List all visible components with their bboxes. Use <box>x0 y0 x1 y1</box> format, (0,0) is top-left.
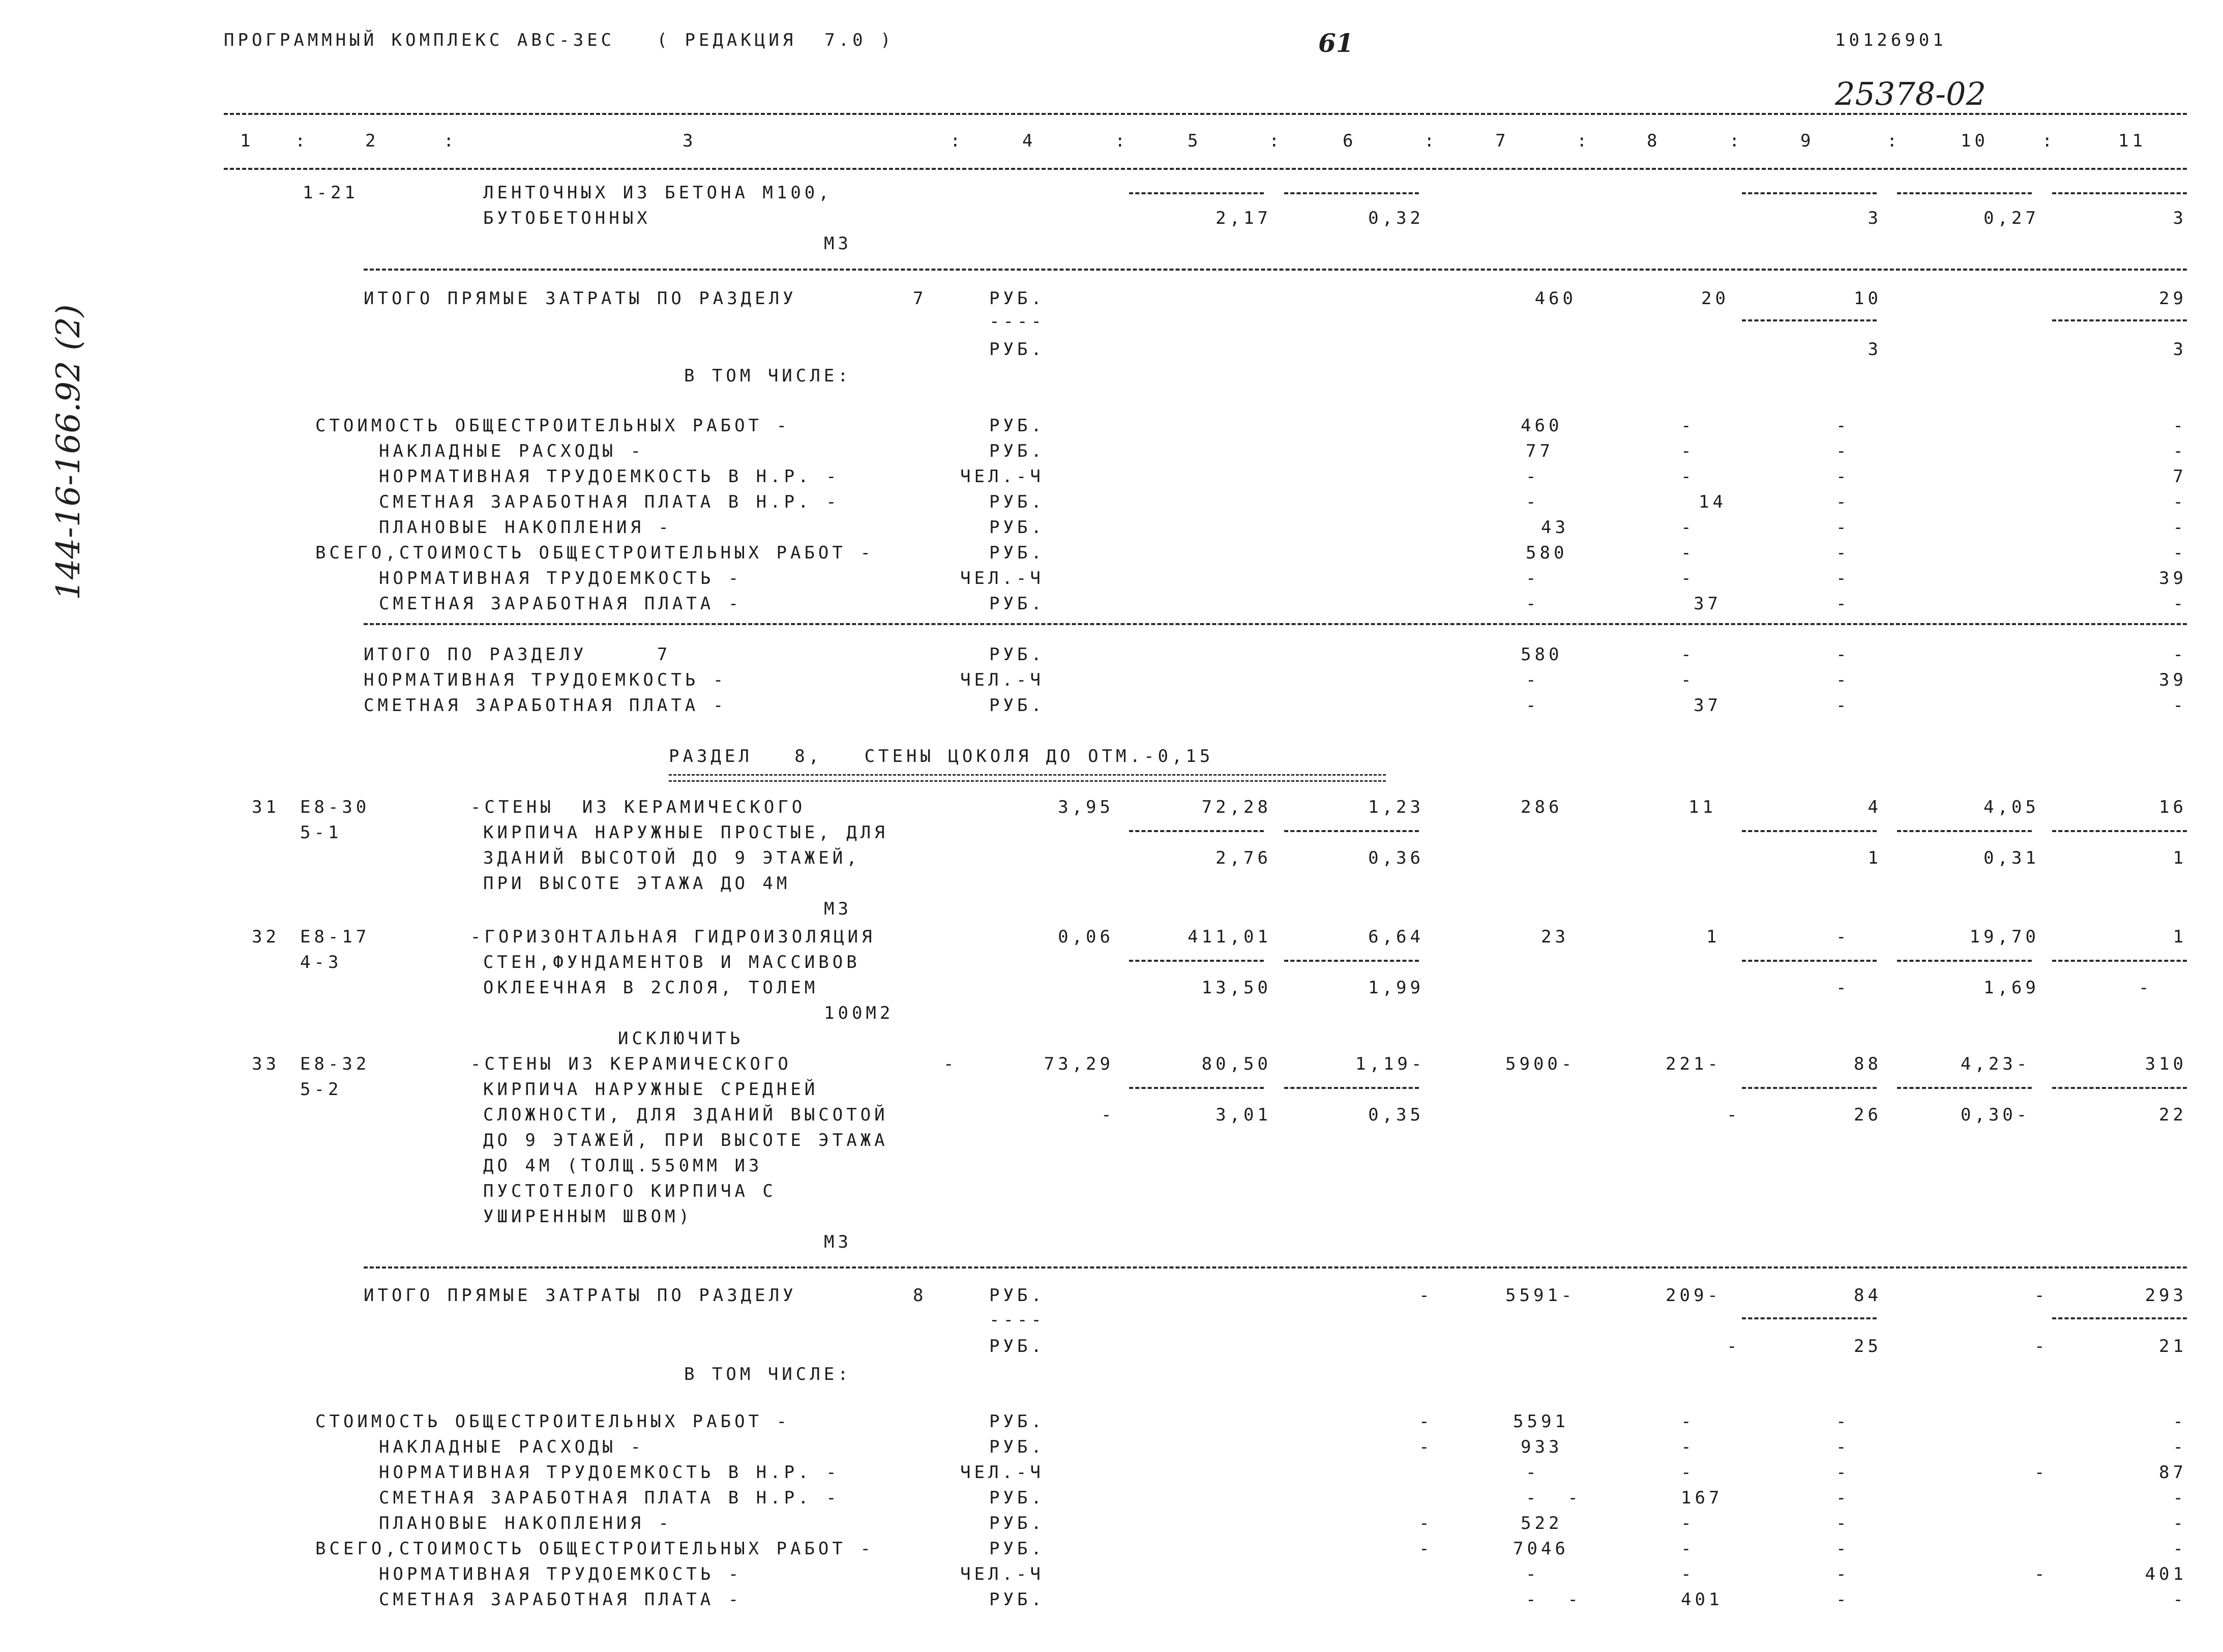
col-separator: : <box>950 131 964 151</box>
cell-c6: 1,99 <box>1368 978 1424 998</box>
cell-c11: 7 <box>2173 466 2187 487</box>
col-7: 7 <box>1495 131 1509 151</box>
col-separator: : <box>2042 131 2056 151</box>
cell-c9: - <box>1836 670 1850 690</box>
row-unit: РУБ. <box>989 416 1045 436</box>
section-rule <box>364 1266 2187 1268</box>
subtotal-rule <box>1284 960 1419 962</box>
cell-c7: - <box>1526 594 1540 614</box>
item-description: ЗДАНИЙ ВЫСОТОЙ ДО 9 ЭТАЖЕЙ, <box>483 848 861 868</box>
program-header: ПРОГРАММНЫЙ КОМПЛЕКС АВС-ЗЕС ( РЕДАКЦИЯ 7.0 ) <box>224 30 895 50</box>
unit: РУБ. <box>989 339 1045 360</box>
subtotal-rule <box>2052 830 2187 832</box>
cell-c9: 26 <box>1854 1105 1882 1125</box>
cell-c6: 0,35 <box>1368 1105 1424 1125</box>
unit-dashes: ---- <box>989 1310 1045 1330</box>
cell-c11: - <box>2173 1411 2187 1432</box>
row-unit: ЧЕЛ.-Ч <box>960 670 1044 690</box>
row-label: СМЕТНАЯ ЗАРАБОТНАЯ ПЛАТА В Н.Р. - <box>379 1488 840 1508</box>
cell-c8: 209- <box>1666 1285 1722 1306</box>
col-2: 2 <box>365 131 379 151</box>
exclude-label: ИСКЛЮЧИТЬ <box>618 1028 744 1049</box>
cell-c9: - <box>1836 1462 1850 1483</box>
cell-c5: 2,76 <box>1216 848 1271 868</box>
header-bottom-rule <box>224 168 2187 170</box>
cell-c7: - - <box>1526 1488 1582 1508</box>
cell-c11: - <box>2173 441 2187 461</box>
cell-c9: - <box>1836 1411 1850 1432</box>
subtotal-rule <box>1742 192 1877 194</box>
item-description: ЛЕНТОЧНЫХ ИЗ БЕТОНА М100, <box>483 183 833 203</box>
cell-c6: 6,64 <box>1368 927 1424 947</box>
row-label: НОРМАТИВНАЯ ТРУДОЕМКОСТЬ - <box>379 568 743 588</box>
item-description: ОКЛЕЕЧНАЯ В 2СЛОЯ, ТОЛЕМ <box>483 978 819 998</box>
cell-c4: - <box>1101 1105 1115 1125</box>
row-unit: РУБ. <box>989 644 1045 665</box>
direct-costs-label: ИТОГО ПРЯМЫЕ ЗАТРАТЫ ПО РАЗДЕЛУ <box>364 1285 797 1306</box>
cell-c11: 1 <box>2173 848 2187 868</box>
row-unit: РУБ. <box>989 441 1045 461</box>
col-separator: : <box>1887 131 1901 151</box>
cell-c11: - <box>2173 1539 2187 1559</box>
cell-c10: 4,23- <box>1961 1054 2031 1074</box>
cell-c9: - <box>1836 1589 1850 1610</box>
cell-c6: 1,19- <box>1355 1054 1426 1074</box>
row-unit: ЧЕЛ.-Ч <box>960 1462 1044 1483</box>
cell-c9: 84 <box>1854 1285 1882 1306</box>
item-number: 31 <box>252 797 280 817</box>
row-label: ВСЕГО,СТОИМОСТЬ ОБЩЕСТРОИТЕЛЬНЫХ РАБОТ - <box>315 543 874 563</box>
item-description: ДО 9 ЭТАЖЕЙ, ПРИ ВЫСОТЕ ЭТАЖА <box>483 1130 888 1150</box>
row-label: СМЕТНАЯ ЗАРАБОТНАЯ ПЛАТА - <box>364 695 727 716</box>
cell-c9: - <box>1836 927 1850 947</box>
subtotal-rule <box>2052 1317 2187 1319</box>
cell-c7: - <box>1526 492 1540 512</box>
cell-c10: - <box>2034 1462 2049 1483</box>
col-separator: : <box>443 131 458 151</box>
cell-c6: - <box>1419 1437 1433 1457</box>
cell-c8: - <box>1681 441 1695 461</box>
section-rule <box>364 269 2187 271</box>
page-number: 61 <box>1318 28 1354 58</box>
subtotal-rule <box>1284 830 1419 832</box>
cell-c8: 401 <box>1681 1589 1723 1610</box>
item-number: 33 <box>252 1054 280 1074</box>
cell-c10: 0,30- <box>1961 1105 2031 1125</box>
item-description: ПУСТОТЕЛОГО КИРПИЧА С <box>483 1181 777 1201</box>
row-unit: ЧЕЛ.-Ч <box>960 1564 1044 1584</box>
cell-c7: - <box>1526 1564 1540 1584</box>
item-description: СЛОЖНОСТИ, ДЛЯ ЗДАНИЙ ВЫСОТОЙ <box>483 1105 888 1125</box>
cell-c3-mark: - <box>943 1054 958 1074</box>
item-description: -СТЕНЫ ИЗ КЕРАМИЧЕСКОГО <box>470 797 806 817</box>
row-label: НАКЛАДНЫЕ РАСХОДЫ - <box>379 1437 644 1457</box>
cell-c7: 580 <box>1526 543 1568 563</box>
col-3: 3 <box>683 131 697 151</box>
col-separator: : <box>1269 131 1283 151</box>
cell-c11: - <box>2173 695 2187 716</box>
col-separator: : <box>1424 131 1438 151</box>
col-separator: : <box>1577 131 1591 151</box>
cell-c9: - <box>1836 492 1850 512</box>
cell-c9: - <box>1836 978 1850 998</box>
header-top-rule <box>224 113 2187 115</box>
cell-c5: 2,17 <box>1216 208 1271 228</box>
cell-c9: - <box>1836 1513 1850 1533</box>
cell-c7: 77 <box>1526 441 1554 461</box>
cell-c9: - <box>1836 1564 1850 1584</box>
subtotal-rule <box>1897 192 2032 194</box>
cell-c7: - <box>1526 1462 1540 1483</box>
section-rule <box>364 623 2187 625</box>
subtotal-rule <box>1897 830 2032 832</box>
item-description: -ГОРИЗОНТАЛЬНАЯ ГИДРОИЗОЛЯЦИЯ <box>470 927 876 947</box>
row-unit: РУБ. <box>989 695 1045 716</box>
cell-c7: 933 <box>1521 1437 1563 1457</box>
cell-c9: - <box>1836 517 1850 538</box>
subtotal-rule <box>1129 960 1264 962</box>
subtotal-rule <box>1742 1317 1877 1319</box>
cell-c11: 39 <box>2159 670 2187 690</box>
including-label: В ТОМ ЧИСЛЕ: <box>684 1364 852 1384</box>
cell-c6: - <box>1419 1285 1433 1306</box>
col-separator: : <box>295 131 309 151</box>
item-number: 32 <box>252 927 280 947</box>
document-code: 10126901 <box>1835 30 1947 50</box>
subtotal-rule <box>1897 1087 2032 1089</box>
cell-c8: - <box>1681 1411 1695 1432</box>
row-label: НОРМАТИВНАЯ ТРУДОЕМКОСТЬ В Н.Р. - <box>379 466 840 487</box>
col-10: 10 <box>1961 131 1989 151</box>
cell-c7: - <box>1526 695 1540 716</box>
item-code: Е8-17 <box>300 927 370 947</box>
cell-c8: - <box>1681 543 1695 563</box>
row-label: СТОИМОСТЬ ОБЩЕСТРОИТЕЛЬНЫХ РАБОТ - <box>315 1411 790 1432</box>
cell-c7: 286 <box>1521 797 1563 817</box>
cell-c8: 37 <box>1694 594 1722 614</box>
cell-c6: - <box>1419 1513 1433 1533</box>
cell-c7: 522 <box>1521 1513 1563 1533</box>
cell-c11: - <box>2173 1589 2187 1610</box>
item-code: 1-21 <box>303 183 359 203</box>
cell-c8: - <box>1681 670 1695 690</box>
item-description: ДО 4М (ТОЛЩ.550ММ ИЗ <box>483 1156 763 1176</box>
row-label: СМЕТНАЯ ЗАРАБОТНАЯ ПЛАТА - <box>379 1589 743 1610</box>
cell-c11: - <box>2173 1488 2187 1508</box>
cell-c8: 11 <box>1688 797 1716 817</box>
cell-c8: - <box>1681 517 1695 538</box>
item-description: -СТЕНЫ ИЗ КЕРАМИЧЕСКОГО <box>470 1054 792 1074</box>
handwritten-stamp: 25378-02 <box>1835 75 1987 112</box>
cell-c7: - - <box>1526 1589 1582 1610</box>
row-label: ПЛАНОВЫЕ НАКОПЛЕНИЯ - <box>379 517 672 538</box>
cell-c11: 29 <box>2159 288 2187 309</box>
cell-c10: 0,31 <box>1983 848 2039 868</box>
section-number: 7 <box>913 288 927 309</box>
cell-c8: - <box>1681 644 1695 665</box>
cell-c10: 19,70 <box>1969 927 2039 947</box>
unit-dashes: ---- <box>989 311 1045 332</box>
cell-c4: 0,06 <box>1058 927 1114 947</box>
cell-c7: - <box>1526 466 1540 487</box>
cell-c9: 3 <box>1868 208 1882 228</box>
cell-c11: - <box>2173 1513 2187 1533</box>
cell-c8: 20 <box>1701 288 1729 309</box>
row-label: СТОИМОСТЬ ОБЩЕСТРОИТЕЛЬНЫХ РАБОТ - <box>315 416 790 436</box>
subtotal-rule <box>1129 1087 1264 1089</box>
cell-c9: 4 <box>1868 797 1882 817</box>
subtotal-rule <box>2052 192 2187 194</box>
col-5: 5 <box>1188 131 1202 151</box>
cell-c8: - <box>1681 1513 1695 1533</box>
cell-c11: 21 <box>2159 1336 2187 1356</box>
cell-c9: 10 <box>1854 288 1882 309</box>
item-unit: М3 <box>824 1232 852 1252</box>
cell-c4: 3,95 <box>1058 797 1114 817</box>
cell-c9: - <box>1836 1437 1850 1457</box>
col-separator: : <box>1729 131 1743 151</box>
unit: РУБ. <box>989 1336 1045 1356</box>
row-label: НОРМАТИВНАЯ ТРУДОЕМКОСТЬ В Н.Р. - <box>379 1462 840 1483</box>
cell-c5: 411,01 <box>1188 927 1271 947</box>
row-unit: РУБ. <box>989 517 1045 538</box>
cell-c5: 72,28 <box>1201 797 1271 817</box>
subtotal-rule <box>1742 960 1877 962</box>
cell-c9: 25 <box>1854 1336 1882 1356</box>
col-separator: : <box>1115 131 1129 151</box>
item-code: Е8-32 <box>300 1054 370 1074</box>
cell-c11: 39 <box>2159 568 2187 588</box>
item-description: СТЕН,ФУНДАМЕНТОВ И МАССИВОВ <box>483 952 861 972</box>
row-unit: ЧЕЛ.-Ч <box>960 568 1044 588</box>
section-number: 8 <box>913 1285 927 1306</box>
cell-c11: - <box>2173 1437 2187 1457</box>
row-unit: РУБ. <box>989 543 1045 563</box>
cell-c9: - <box>1836 695 1850 716</box>
row-unit: РУБ. <box>989 1411 1045 1432</box>
cell-c9: - <box>1836 416 1850 436</box>
unit: РУБ. <box>989 1285 1045 1306</box>
subtotal-rule <box>1742 830 1877 832</box>
cell-c9: - <box>1836 1539 1850 1559</box>
row-unit: РУБ. <box>989 1589 1045 1610</box>
row-unit: РУБ. <box>989 1539 1045 1559</box>
section-8-title: РАЗДЕЛ 8, СТЕНЫ ЦОКОЛЯ ДО ОТМ.-0,15 <box>669 746 1214 766</box>
row-label: ПЛАНОВЫЕ НАКОПЛЕНИЯ - <box>379 1513 672 1533</box>
cell-c8: - <box>1681 416 1695 436</box>
section-8-underline <box>669 774 1386 782</box>
cell-c7: 43 <box>1541 517 1569 538</box>
cell-c9: - <box>1836 466 1850 487</box>
item-description: БУТОБЕТОННЫХ <box>483 208 651 228</box>
subtotal-rule <box>2052 319 2187 321</box>
row-label: СМЕТНАЯ ЗАРАБОТНАЯ ПЛАТА В Н.Р. - <box>379 492 840 512</box>
cell-c10: - <box>2034 1564 2049 1584</box>
item-subcode: 5-1 <box>300 822 342 843</box>
cell-c6: - <box>1419 1539 1433 1559</box>
col-11: 11 <box>2118 131 2146 151</box>
cell-c8: - <box>1681 1437 1695 1457</box>
subtotal-rule <box>1742 319 1877 321</box>
direct-costs-label: ИТОГО ПРЯМЫЕ ЗАТРАТЫ ПО РАЗДЕЛУ <box>364 288 797 309</box>
cell-c7: 460 <box>1521 416 1563 436</box>
cell-c10: 0,27 <box>1983 208 2039 228</box>
cell-c9: - <box>1836 1488 1850 1508</box>
cell-c11: 401 <box>2145 1564 2187 1584</box>
cell-c7: - <box>1526 568 1540 588</box>
cell-c9: 88 <box>1854 1054 1882 1074</box>
item-unit: М3 <box>824 899 852 919</box>
cell-c7: 580 <box>1521 644 1563 665</box>
margin-note: 144-16-166.92 (2) <box>50 304 87 600</box>
cell-c8: 1 <box>1706 927 1721 947</box>
subtotal-rule <box>1742 1087 1877 1089</box>
cell-c11: - <box>2173 517 2187 538</box>
col-9: 9 <box>1800 131 1815 151</box>
row-label: НОРМАТИВНАЯ ТРУДОЕМКОСТЬ - <box>379 1564 743 1584</box>
item-description: УШИРЕННЫМ ШВОМ) <box>483 1206 693 1227</box>
col-4: 4 <box>1022 131 1036 151</box>
cell-c11: - <box>2173 492 2187 512</box>
item-description: КИРПИЧА НАРУЖНЫЕ ПРОСТЫЕ, ДЛЯ <box>483 822 888 843</box>
cell-c7: 5591- <box>1505 1285 1576 1306</box>
cell-c7: 7046 <box>1513 1539 1569 1559</box>
col-8: 8 <box>1647 131 1661 151</box>
cell-c11: 22 <box>2159 1105 2187 1125</box>
cell-c8: - <box>1681 466 1695 487</box>
cell-c10: 1,69 <box>1983 978 2039 998</box>
cell-c11: - <box>2173 543 2187 563</box>
cell-c11: 310 <box>2145 1054 2187 1074</box>
cell-c7: 5591 <box>1513 1411 1569 1432</box>
cell-c9: 1 <box>1868 848 1882 868</box>
col-6: 6 <box>1343 131 1357 151</box>
item-description: ПРИ ВЫСОТЕ ЭТАЖА ДО 4М <box>483 873 791 894</box>
subtotal-rule <box>1284 1087 1419 1089</box>
cell-c6: 1,23 <box>1368 797 1424 817</box>
cell-c6: - <box>1419 1411 1433 1432</box>
cell-c11: - <box>2173 416 2187 436</box>
cell-c8: - <box>1727 1336 1741 1356</box>
cell-c11: 293 <box>2145 1285 2187 1306</box>
row-unit: РУБ. <box>989 1513 1045 1533</box>
row-label: НАКЛАДНЫЕ РАСХОДЫ - <box>379 441 644 461</box>
cell-c8: 221- <box>1666 1054 1722 1074</box>
cell-c8: - <box>1681 1539 1695 1559</box>
cell-c5: 13,50 <box>1201 978 1271 998</box>
cell-c11: 3 <box>2173 339 2187 360</box>
row-label: ВСЕГО,СТОИМОСТЬ ОБЩЕСТРОИТЕЛЬНЫХ РАБОТ - <box>315 1539 874 1559</box>
cell-c8: 167 <box>1681 1488 1723 1508</box>
cell-c5: 80,50 <box>1201 1054 1271 1074</box>
cell-c9: - <box>1836 543 1850 563</box>
cell-c8: - <box>1681 1564 1695 1584</box>
item-unit: 100М2 <box>824 1003 894 1023</box>
item-subcode: 5-2 <box>300 1079 342 1100</box>
row-unit: ЧЕЛ.-Ч <box>960 466 1044 487</box>
cell-c9: - <box>1836 568 1850 588</box>
cell-c7: 5900- <box>1505 1054 1576 1074</box>
row-unit: РУБ. <box>989 1488 1045 1508</box>
item-subcode: 4-3 <box>300 952 342 972</box>
cell-c11: - <box>2173 594 2187 614</box>
subtotal-rule <box>1129 830 1264 832</box>
subtotal-rule <box>2052 1087 2187 1089</box>
row-label: НОРМАТИВНАЯ ТРУДОЕМКОСТЬ - <box>364 670 727 690</box>
cell-c11: - <box>2173 644 2187 665</box>
item-description: КИРПИЧА НАРУЖНЫЕ СРЕДНЕЙ <box>483 1079 819 1100</box>
item-unit: М3 <box>824 233 852 254</box>
cell-c9: - <box>1836 441 1850 461</box>
cell-c8: 14 <box>1699 492 1727 512</box>
cell-c6: 0,32 <box>1368 208 1424 228</box>
subtotal-rule <box>1897 960 2032 962</box>
cell-c9: 3 <box>1868 339 1882 360</box>
cell-c10: - <box>2034 1336 2049 1356</box>
cell-c4: 73,29 <box>1044 1054 1114 1074</box>
cell-c11: 16 <box>2159 797 2187 817</box>
subtotal-rule <box>1129 192 1264 194</box>
subtotal-rule <box>1284 192 1419 194</box>
cell-c8: 37 <box>1694 695 1722 716</box>
row-unit: РУБ. <box>989 1437 1045 1457</box>
cell-c7: 23 <box>1541 927 1569 947</box>
cell-c8: - <box>1727 1105 1741 1125</box>
cell-c7: - <box>1526 670 1540 690</box>
row-label: СМЕТНАЯ ЗАРАБОТНАЯ ПЛАТА - <box>379 594 743 614</box>
cell-c8: - <box>1681 1462 1695 1483</box>
cell-c11: - <box>2139 978 2153 998</box>
cell-c9: - <box>1836 594 1850 614</box>
row-unit: РУБ. <box>989 594 1045 614</box>
item-code: Е8-30 <box>300 797 370 817</box>
cell-c8: - <box>1681 568 1695 588</box>
cell-c10: 4,05 <box>1983 797 2039 817</box>
col-1: 1 <box>240 131 254 151</box>
cell-c11: 1 <box>2173 927 2187 947</box>
cell-c11: 87 <box>2159 1462 2187 1483</box>
including-label: В ТОМ ЧИСЛЕ: <box>684 366 852 386</box>
unit: РУБ. <box>989 288 1045 309</box>
cell-c11: 3 <box>2173 208 2187 228</box>
row-label: ИТОГО ПО РАЗДЕЛУ 7 <box>364 644 671 665</box>
cell-c10: - <box>2034 1285 2049 1306</box>
cell-c7: 460 <box>1534 288 1577 309</box>
cell-c6: 0,36 <box>1368 848 1424 868</box>
cell-c5: 3,01 <box>1216 1105 1271 1125</box>
subtotal-rule <box>2052 960 2187 962</box>
row-unit: РУБ. <box>989 492 1045 512</box>
cell-c9: - <box>1836 644 1850 665</box>
